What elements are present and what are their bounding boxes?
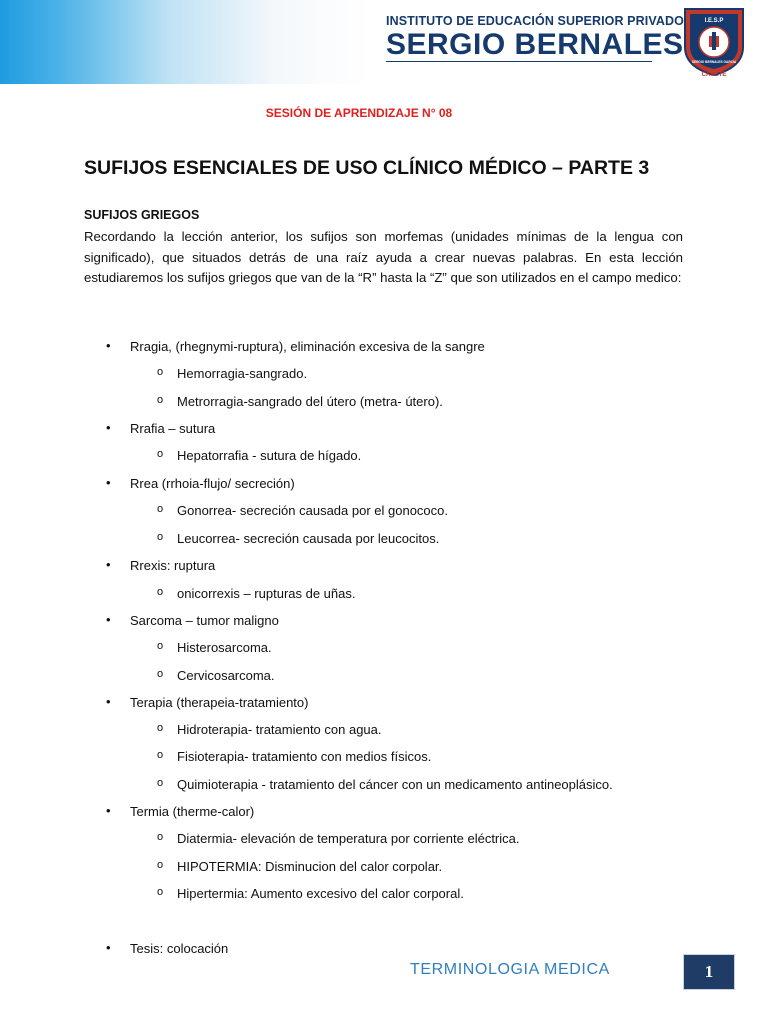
document-title: SUFIJOS ESENCIALES DE USO CLÍNICO MÉDICO – PARTE 3 — [84, 157, 650, 179]
intro-paragraph: Recordando la lección anterior, los sufijos son morfemas (unidades mínimas de la lengua con significado), que situados detrás de una raíz ayuda a crear nuevas palabras. En esta lección estudiaremos los sufijos griegos que van de la “R” hasta la “Z” que son utilizados en el campo medico: — [84, 229, 683, 285]
bullet-marker: • — [106, 612, 111, 627]
sub-marker: o — [157, 722, 164, 734]
list-item-label: Tesis: colocación — [130, 941, 229, 956]
sub-marker: o — [157, 394, 164, 406]
sub-list-item-text: Leucorrea- secreción causada por leucocitos. — [177, 531, 440, 546]
bullet-marker: • — [106, 420, 111, 435]
list-item-label: Rragia, (rhegnymi-ruptura), eliminación excesiva de la sangre — [130, 339, 485, 354]
sub-list-item-text: Hidroterapia- tratamiento con agua. — [177, 722, 382, 737]
bullet-marker: • — [106, 694, 111, 709]
sub-list-item-text: Histerosarcoma. — [177, 640, 272, 655]
sub-marker: o — [157, 886, 164, 898]
sub-marker: o — [157, 640, 164, 652]
institution-name-line1: INSTITUTO DE EDUCACIÓN SUPERIOR PRIVADO — [386, 14, 684, 28]
sub-list-item-text: Diatermia- elevación de temperatura por corriente eléctrica. — [177, 831, 520, 846]
footer-course-title: TERMINOLOGIA MEDICA — [410, 961, 610, 978]
list-item-label: Termia (therme-calor) — [130, 804, 255, 819]
page-number-badge: 1 — [683, 954, 735, 990]
sub-list-item-text: HIPOTERMIA: Disminucion del calor corpolar. — [177, 859, 443, 874]
sub-marker: o — [157, 749, 164, 761]
crest-top-text: I.E.S.P — [704, 18, 724, 24]
list-item-label: Sarcoma – tumor maligno — [130, 613, 279, 628]
crest-ring-text: SERGIO BERNALES GARCIA — [691, 60, 737, 64]
sub-list-item-text: Quimioterapia - tratamiento del cáncer con un medicamento antineoplásico. — [177, 777, 613, 792]
sub-marker: o — [157, 831, 164, 843]
sub-list-item-text: onicorrexis – rupturas de uñas. — [177, 586, 356, 601]
sub-marker: o — [157, 668, 164, 680]
section-subtitle: SUFIJOS GRIEGOS — [84, 208, 200, 222]
sub-list-item-text: Gonorrea- secreción causada por el gonococo. — [177, 503, 448, 518]
sub-marker: o — [157, 531, 164, 543]
session-label: SESIÓN DE APRENDIZAJE N° 08 — [265, 106, 453, 120]
sub-list-item-text: Cervicosarcoma. — [177, 668, 275, 683]
bullet-marker: • — [106, 338, 111, 353]
sub-list-item-text: Hepatorrafia - sutura de hígado. — [177, 448, 362, 463]
bullet-marker: • — [106, 803, 111, 818]
list-item-label: Rrexis: ruptura — [130, 558, 216, 573]
sub-marker: o — [157, 586, 164, 598]
bullet-marker: • — [106, 557, 111, 572]
institution-crest-logo — [683, 7, 745, 77]
crest-town-label: CAÑETE — [701, 72, 727, 78]
header-divider — [386, 61, 652, 62]
list-item-label: Terapia (therapeia-tratamiento) — [130, 695, 309, 710]
sub-marker: o — [157, 448, 164, 460]
sub-marker: o — [157, 503, 164, 515]
bullet-marker: • — [106, 940, 111, 955]
sub-list-item-text: Metrorragia-sangrado del útero (metra- útero). — [177, 394, 443, 409]
list-item-label: Rrea (rrhoia-flujo/ secreción) — [130, 476, 295, 491]
sub-list-item-text: Hipertermia: Aumento excesivo del calor corporal. — [177, 886, 464, 901]
institution-name-line2: SERGIO BERNALES — [386, 28, 684, 61]
bullet-marker: • — [106, 475, 111, 490]
sub-marker: o — [157, 859, 164, 871]
sub-marker: o — [157, 777, 164, 789]
list-item-label: Rrafia – sutura — [130, 421, 216, 436]
sub-list-item-text: Hemorragia-sangrado. — [177, 366, 308, 381]
sub-list-item-text: Fisioterapia- tratamiento con medios físicos. — [177, 749, 432, 764]
sub-marker: o — [157, 366, 164, 378]
